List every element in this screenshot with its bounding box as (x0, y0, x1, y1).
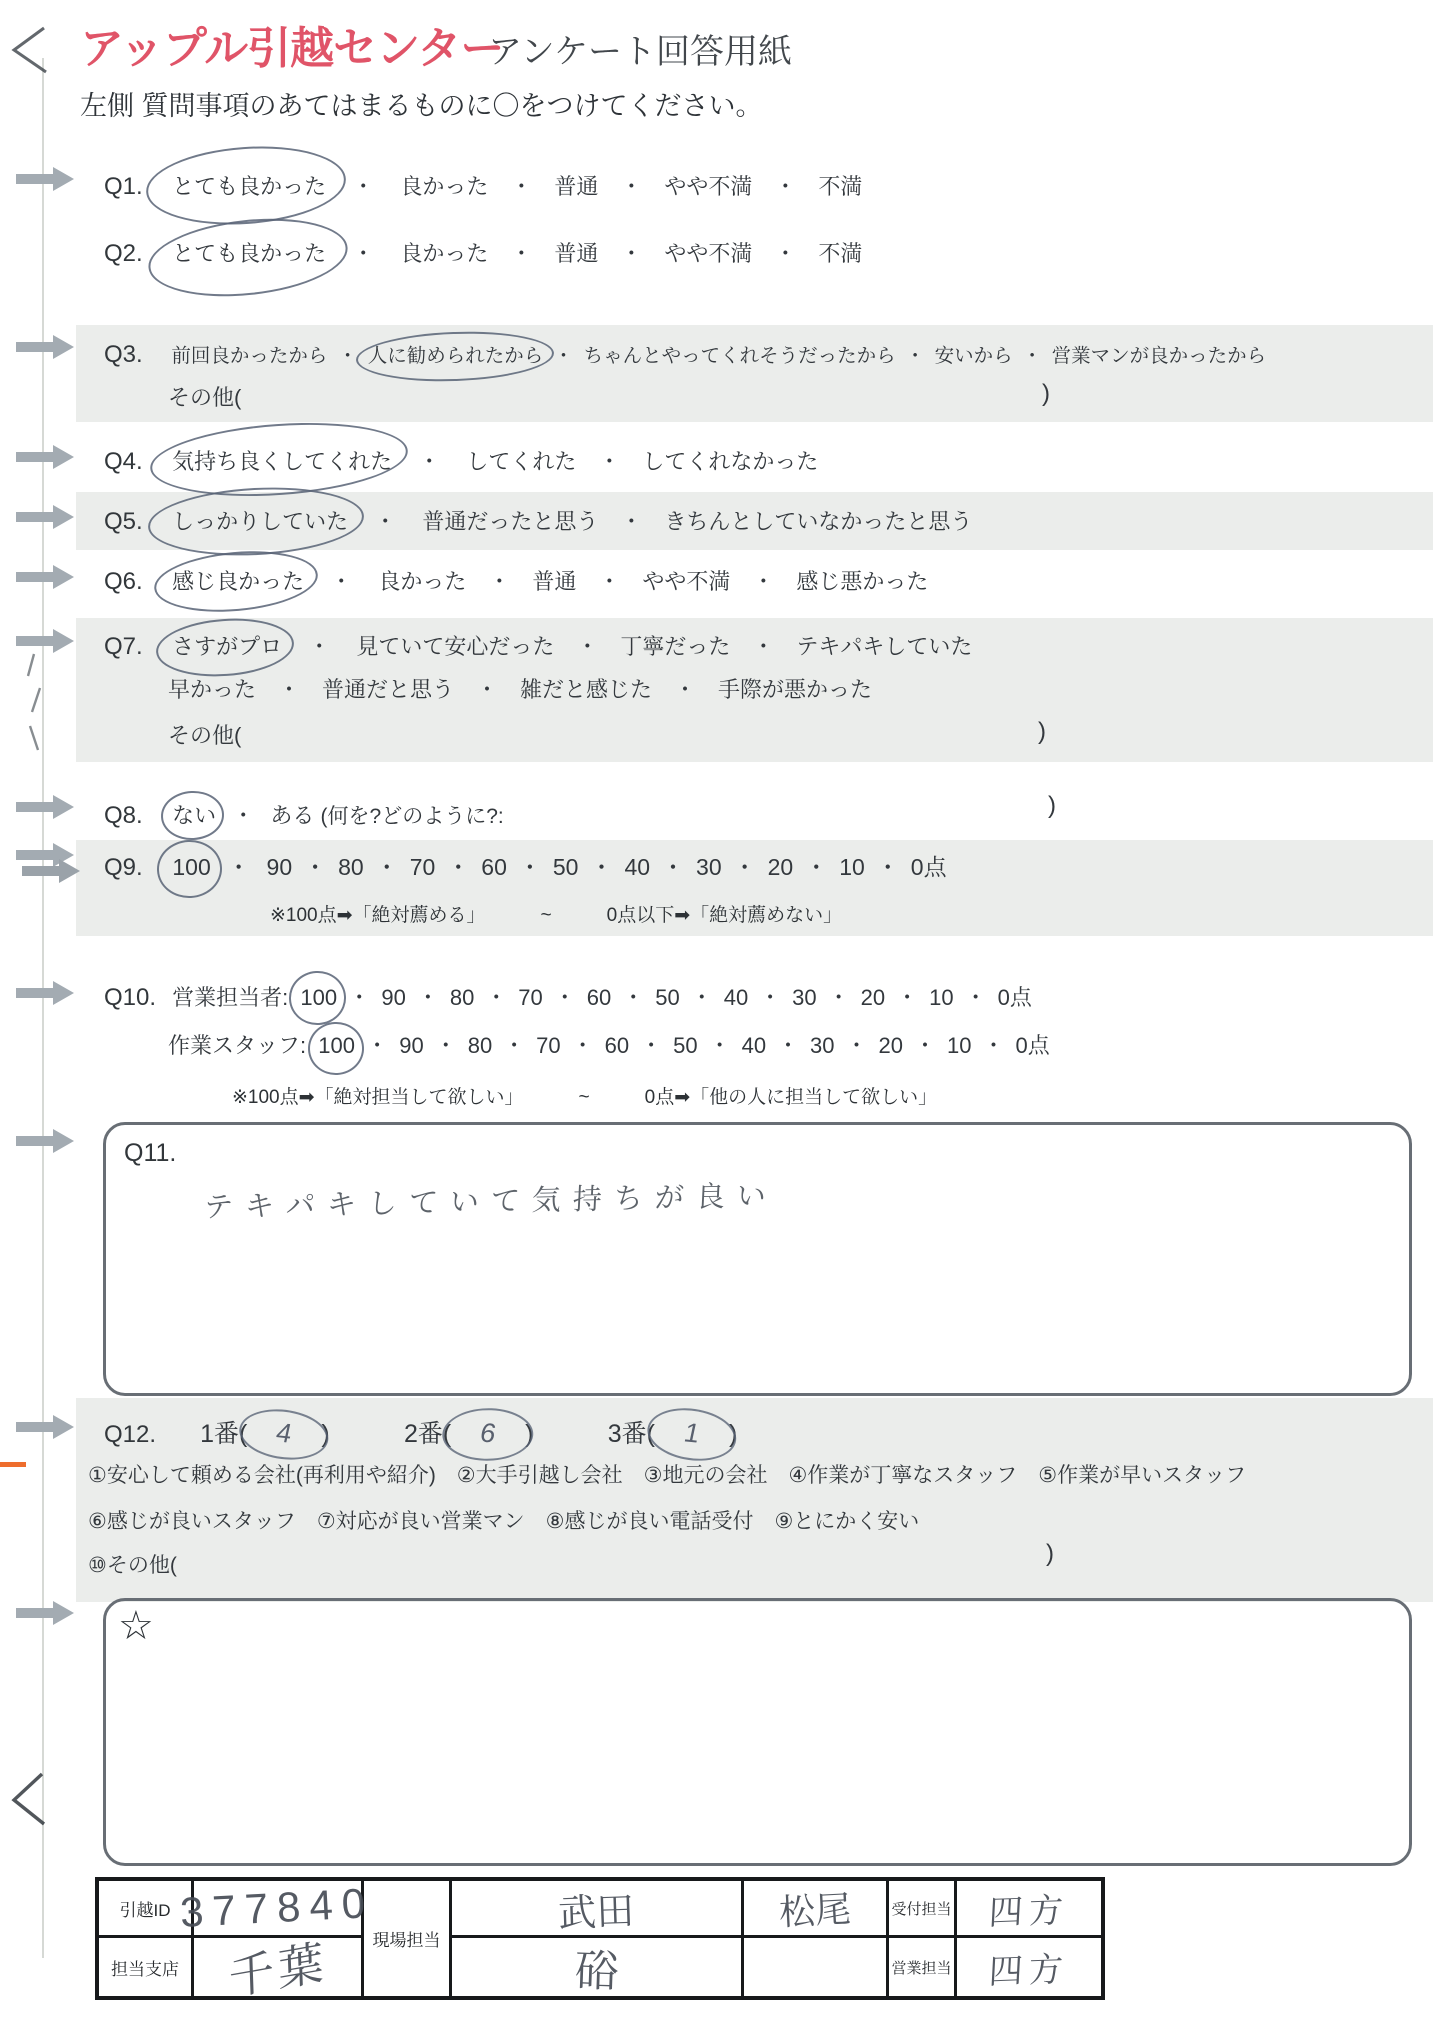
footer-table (95, 1877, 1105, 2005)
other-close-paren: ) (1046, 1540, 1054, 1567)
branch-value (194, 1935, 364, 2005)
prompt-close-paren: ) (1048, 792, 1056, 819)
margin-arrow-icon (16, 980, 74, 1006)
scale-prefix: 作業スタッフ: (168, 1033, 307, 1058)
question-row-q3 (104, 339, 1266, 370)
question-label: Q3. (104, 341, 143, 368)
circled-option (172, 240, 326, 269)
option-label: 100 (318, 1033, 355, 1058)
q12-other (88, 1552, 177, 1579)
circled-option (172, 173, 326, 202)
option-list: 早かった ・ 普通だと思う ・ 雑だと感じた ・ 手際が悪かった (168, 677, 873, 702)
option-separator: ・ (227, 854, 251, 880)
handwritten-value: 377840 (179, 1878, 376, 1937)
q11-comment-box (103, 1122, 1412, 1396)
site-staff-label: 現場担当 (364, 1881, 452, 1996)
option-separator: ・ (352, 174, 375, 199)
branch-label: 担当支店 (99, 1938, 194, 1996)
question-label: Q11. (124, 1139, 177, 1167)
orange-edge-mark (0, 1462, 26, 1467)
question-row-q4 (104, 446, 818, 477)
question-label: Q4. (104, 448, 143, 475)
circled-option (172, 568, 304, 597)
option-label: 前回良かったから (171, 345, 328, 367)
option-label: ない (172, 803, 217, 828)
question-row-q2 (104, 238, 862, 269)
option-list: 普通だったと思う ・ きちんとしていなかったと思う (422, 509, 973, 534)
question-label: Q12. (104, 1421, 157, 1448)
circled-option (368, 344, 544, 369)
reception-value (957, 1881, 1101, 1938)
option-separator: ・ (553, 345, 574, 367)
q12-options-line1 (88, 1462, 1246, 1489)
margin-arrow-icon (16, 166, 74, 192)
margin-arrow-icon (16, 1414, 74, 1440)
handwritten-rank: 1 (652, 1412, 733, 1454)
handwritten-rank: 6 (448, 1412, 529, 1454)
question-label: Q1. (104, 173, 143, 200)
question-row-q6 (104, 566, 928, 597)
option-label: 人に勧められたから (367, 345, 544, 367)
option-list: ちゃんとやってくれそうだったから ・ 安いから ・ 営業マンが良かったから (583, 345, 1267, 367)
scale-prefix: 営業担当者: (172, 985, 289, 1010)
note-part: ※100点➡「絶対薦める」 (270, 905, 486, 926)
circled-option (172, 448, 392, 477)
scale-note (232, 1082, 992, 1109)
margin-arrow-icon (16, 444, 74, 470)
rank-close: ) (525, 1420, 534, 1448)
note-part: ~ (578, 1087, 590, 1108)
question-label: Q8. (104, 802, 143, 829)
margin-arrow-icon (16, 564, 74, 590)
handwritten-value: 武田 (557, 1890, 636, 1935)
score-scale: 90 ・ 80 ・ 70 ・ 60 ・ 50 ・ 40 ・ 30 ・ 20 ・ 10 ・ 0点 (381, 985, 1032, 1010)
rank-label: 2番( (403, 1420, 452, 1448)
option-separator: ・ (330, 569, 353, 594)
question-label: Q9. (104, 854, 143, 881)
sales-value (957, 1938, 1101, 1996)
question-prompt: (何を?どのように?: (320, 805, 504, 828)
other-label: その他( (168, 723, 242, 748)
brand-title: アップル引越センター (80, 24, 504, 73)
margin-arrow-icon (16, 794, 74, 820)
option-label: とても良かった (172, 241, 327, 266)
option-separator: ・ (348, 985, 371, 1010)
circled-option (172, 508, 348, 537)
site-staff-name-3 (452, 1938, 744, 1996)
site-staff-name-4-empty (744, 1938, 889, 1996)
question-label: Q6. (104, 568, 143, 595)
score-scale: 90 ・ 80 ・ 70 ・ 60 ・ 50 ・ 40 ・ 30 ・ 20 ・ 10 ・ 0点 (399, 1033, 1050, 1058)
q12-options-line2 (88, 1508, 919, 1535)
scale-note (270, 900, 897, 927)
option-separator: ・ (374, 509, 397, 534)
sales-label: 営業担当 (889, 1938, 957, 1996)
circled-option (172, 802, 216, 831)
note-part: ~ (540, 905, 552, 926)
circled-option (318, 1032, 355, 1061)
option-label: 気持ち良くしてくれた (172, 449, 393, 474)
other-label: その他( (168, 385, 242, 410)
handwritten-value: 松尾 (778, 1887, 853, 1933)
rank-close: ) (321, 1420, 330, 1448)
site-staff-name-1 (452, 1881, 744, 1938)
handwritten-rank: 4 (244, 1412, 325, 1454)
star-comment-box (103, 1598, 1412, 1866)
note-part: 0点➡「他の人に担当して欲しい」 (644, 1087, 938, 1108)
option-list: 見ていて安心だった ・ 丁寧だった ・ テキパキしていた (356, 634, 973, 659)
question-label: Q7. (104, 633, 143, 660)
margin-arrow-icon (16, 1600, 74, 1626)
option-list: ⑥感じが良いスタッフ ⑦対応が良い営業マン ⑧感じが良い電話受付 ⑨とにかく安い (88, 1510, 920, 1533)
other-close-paren: ) (1038, 718, 1046, 745)
question-row-q10a (104, 982, 1032, 1013)
option-list: 良かった ・ 普通 ・ やや不満 ・ 感じ悪かった (378, 569, 929, 594)
option-label: 感じ良かった (172, 569, 305, 594)
option-list: 良かった ・ 普通 ・ やや不満 ・ 不満 (400, 241, 863, 266)
circled-option (172, 853, 210, 883)
margin-arrow-icon (16, 1128, 74, 1154)
handwritten-value: 四方 (987, 1891, 1070, 1932)
option-label: ある (270, 803, 315, 828)
option-separator: ・ (232, 803, 255, 828)
question-label: Q5. (104, 508, 143, 535)
pen-scribble-icon (24, 648, 48, 758)
option-separator: ・ (352, 241, 375, 266)
rank-label: 3番( (607, 1420, 655, 1448)
option-separator: ・ (366, 1033, 389, 1058)
option-label: 100 (300, 985, 338, 1010)
handwritten-value: 千葉 (227, 1935, 328, 2005)
star-icon: ☆ (118, 1604, 154, 1648)
option-list: 良かった ・ 普通 ・ やや不満 ・ 不満 (400, 174, 863, 199)
question-row-q10b (104, 1032, 1050, 1061)
margin-arrow-icon (22, 858, 80, 884)
circled-option (300, 984, 337, 1013)
option-separator: ・ (418, 449, 441, 474)
option-separator: ・ (337, 345, 358, 367)
move-id-label: 引越ID (99, 1881, 194, 1938)
pen-scribble-icon (6, 24, 50, 76)
option-label: さすがプロ (172, 634, 283, 659)
option-separator: ・ (308, 634, 331, 659)
question-q7-line2 (104, 676, 872, 705)
option-list: してくれた ・ してくれなかった (466, 449, 819, 474)
instruction-text: 左側 質問事項のあてはまるものに〇をつけてください。 (80, 91, 763, 121)
option-label: 100 (172, 854, 211, 880)
note-part: 0点以下➡「絶対薦めない」 (606, 905, 843, 926)
option-label: とても良かった (172, 174, 327, 199)
question-row-q8 (104, 800, 504, 831)
other-label: ⑩その他( (88, 1554, 177, 1577)
margin-arrow-icon (16, 504, 74, 530)
rank-close: ) (728, 1420, 738, 1448)
handwritten-value: 四方 (987, 1950, 1070, 1991)
handwritten-comment: テキパキしていて気持ちが良い (203, 1179, 779, 1225)
question-row-q7 (104, 631, 972, 662)
question-row-q12 (104, 1416, 737, 1451)
option-list: ①安心して頼める会社(再利用や紹介) ②大手引越し会社 ③地元の会社 ④作業が丁寧なスタッフ ⑤作業が早いスタッフ (88, 1464, 1247, 1487)
rank-label: 1番( (200, 1420, 248, 1448)
other-close-paren: ) (1042, 380, 1050, 407)
reception-label: 受付担当 (889, 1881, 957, 1938)
question-label: Q2. (104, 240, 143, 267)
question-label: Q10. (104, 984, 157, 1011)
sheet-title: アンケート回答用紙 (488, 33, 792, 71)
note-part: ※100点➡「絶対担当して欲しい」 (232, 1087, 524, 1108)
move-id-value (179, 1878, 376, 1938)
margin-arrow-icon (16, 628, 74, 654)
circled-option (172, 633, 282, 662)
pen-scribble-icon (8, 1768, 48, 1828)
site-staff-name-2 (744, 1881, 889, 1938)
question-q7-other (104, 722, 241, 751)
option-label: しっかりしていた (172, 509, 349, 534)
question-row-q1 (104, 171, 862, 202)
margin-arrow-icon (16, 334, 74, 360)
score-scale: 90 ・ 80 ・ 70 ・ 60 ・ 50 ・ 40 ・ 30 ・ 20 ・ 10 ・ 0点 (266, 854, 947, 880)
question-row-q5 (104, 506, 972, 537)
question-row-q9 (104, 852, 947, 883)
question-q3-other (104, 384, 241, 413)
handwritten-value: 硲 (573, 1946, 620, 1997)
